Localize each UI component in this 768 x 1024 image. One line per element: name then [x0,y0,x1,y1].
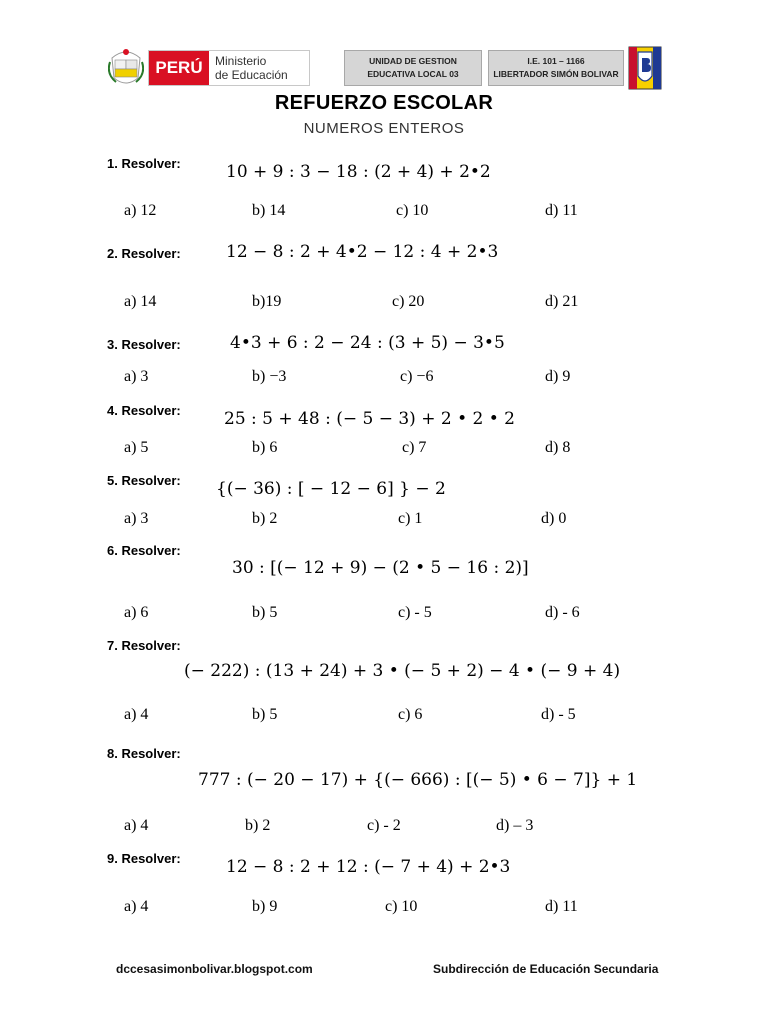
page-title: REFUERZO ESCOLAR [274,92,494,114]
option-d: d) 8 [545,439,571,456]
problem-expression: 12 − 8 : 2 + 4•2 − 12 : 4 + 2•3 [226,242,499,262]
ugel-box [344,50,482,86]
problem-expression: 12 − 8 : 2 + 12 : (− 7 + 4) + 2•3 [226,857,511,877]
option-c: c) −6 [400,368,434,385]
problem-expression: 25 : 5 + 48 : (− 5 − 3) + 2 • 2 • 2 [224,409,515,429]
option-b: b) 5 [252,706,278,723]
option-d: d) 9 [545,368,571,385]
problem-label: 2. Resolver: [107,246,181,261]
problem-label: 8. Resolver: [107,746,181,761]
peru-coat-of-arms-icon [108,48,144,88]
option-c: c) - 5 [398,604,432,621]
option-a: a) 4 [124,898,149,915]
option-a: a) 14 [124,293,157,310]
option-b: b) 5 [252,604,278,621]
problem-label: 3. Resolver: [107,337,181,352]
school-line-1: I.E. 101 – 1166 [527,56,585,66]
header-banner [108,46,664,90]
option-a: a) 5 [124,439,149,456]
option-b: b)19 [252,293,282,310]
problem-label: 6. Resolver: [107,543,181,558]
option-b: b) 14 [252,202,286,219]
option-c: c) 20 [392,293,425,310]
ugel-line-2: EDUCATIVA LOCAL 03 [367,69,459,79]
ministry-name [215,54,311,82]
footer-website: dccesasimonbolivar.blogspot.com [116,962,313,976]
ugel-line-1: UNIDAD DE GESTION [369,56,457,66]
school-shield-icon [628,46,662,90]
option-b: b) 2 [245,817,271,834]
problem-label: 4. Resolver: [107,403,181,418]
option-c: c) - 2 [367,817,401,834]
option-c: c) 7 [402,439,427,456]
option-d: d) - 5 [541,706,576,723]
option-a: a) 3 [124,510,149,527]
option-d: d) - 6 [545,604,580,621]
option-a: a) 3 [124,368,149,385]
problem-expression: (− 222) : (13 + 24) + 3 • (− 5 + 2) − 4 • (− 9 + 4) [184,661,621,681]
ministry-logo [148,50,310,86]
option-d: d) 11 [545,898,578,915]
problem-label: 7. Resolver: [107,638,181,653]
ministry-line-2: de Educación [215,68,288,82]
option-c: c) 10 [385,898,418,915]
peru-label: PERÚ [149,51,209,85]
option-d: d) 21 [545,293,579,310]
option-c: c) 6 [398,706,423,723]
problem-expression: 4•3 + 6 : 2 − 24 : (3 + 5) − 3•5 [230,333,505,353]
problem-expression: 30 : [(− 12 + 9) − (2 • 5 − 16 : 2)] [232,558,529,578]
school-line-2: LIBERTADOR SIMÓN BOLIVAR [493,69,619,79]
footer-department: Subdirección de Educación Secundaria [433,962,659,976]
option-c: c) 10 [396,202,429,219]
problem-expression: 777 : (− 20 − 17) + {(− 666) : [(− 5) • 6 − 7]} + 1 [198,770,638,790]
option-b: b) 6 [252,439,278,456]
ministry-line-1: Ministerio [215,54,267,68]
option-b: b) 9 [252,898,278,915]
option-c: c) 1 [398,510,423,527]
page-subtitle: NUMEROS ENTEROS [303,120,465,137]
option-b: b) 2 [252,510,278,527]
problem-label: 5. Resolver: [107,473,181,488]
problem-expression: {(− 36) : [ − 12 − 6] } − 2 [216,479,446,499]
option-a: a) 6 [124,604,149,621]
option-a: a) 4 [124,706,149,723]
school-box [488,50,624,86]
option-b: b) −3 [252,368,287,385]
problem-label: 9. Resolver: [107,851,181,866]
problem-expression: 10 + 9 : 3 − 18 : (2 + 4) + 2•2 [226,162,491,182]
option-d: d) – 3 [496,817,534,834]
option-a: a) 4 [124,817,149,834]
option-d: d) 11 [545,202,578,219]
problem-label: 1. Resolver: [107,156,181,171]
option-d: d) 0 [541,510,567,527]
option-a: a) 12 [124,202,157,219]
